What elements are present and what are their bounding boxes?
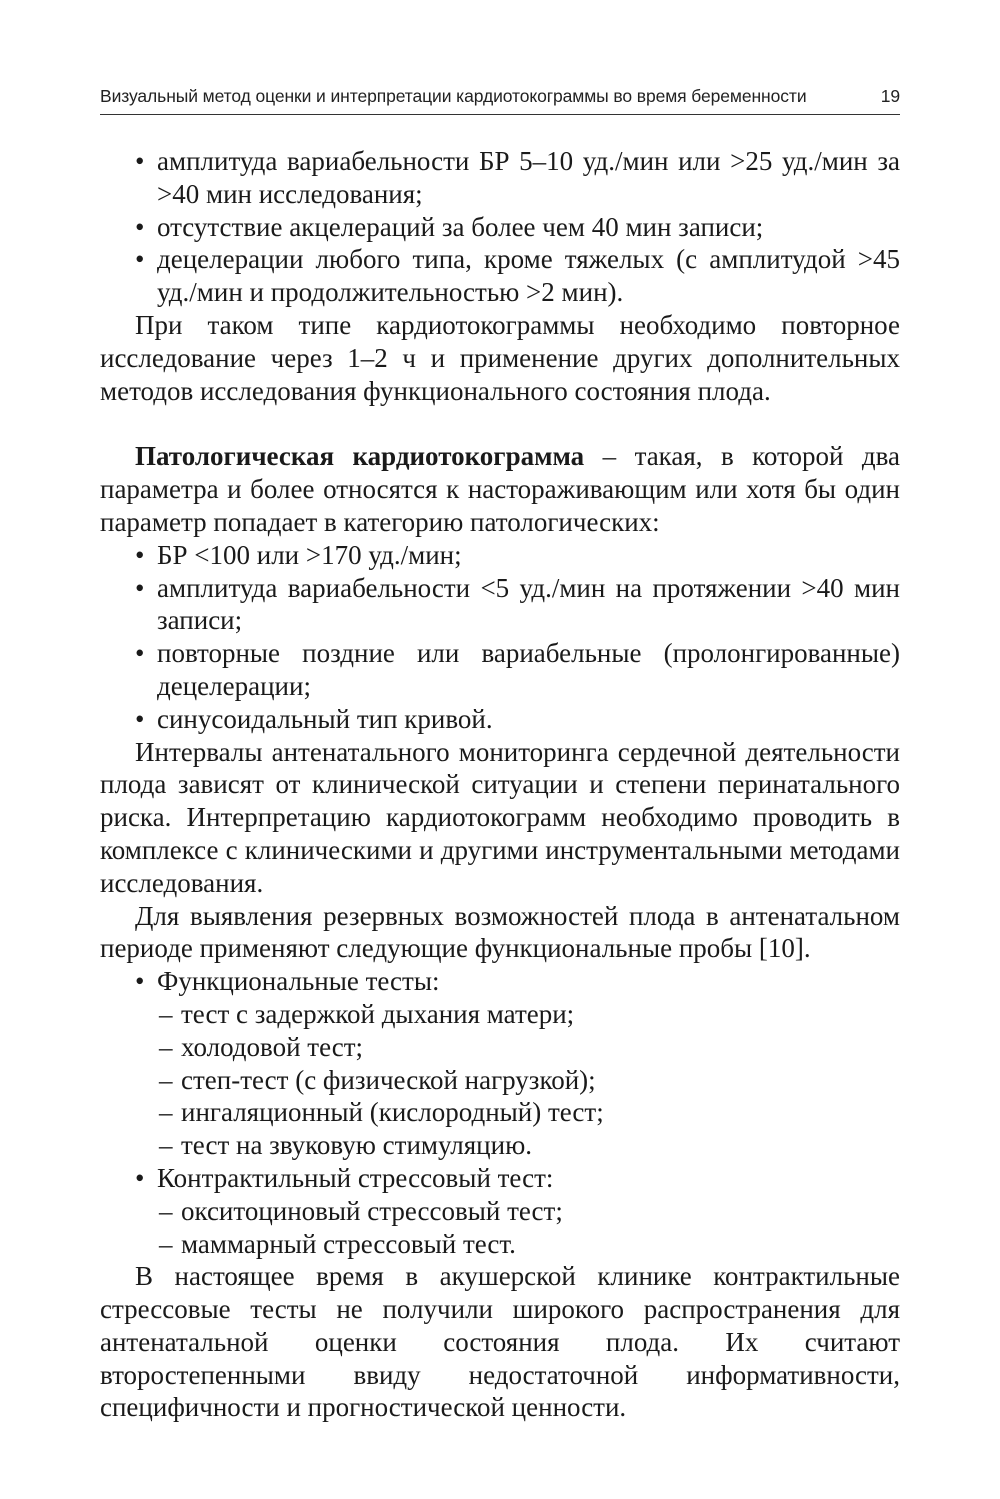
tests-list-contraction	[100, 1162, 900, 1195]
section-gap	[100, 407, 900, 440]
functional-tests-sublist	[100, 998, 900, 1162]
suspicious-criteria-list	[100, 145, 900, 309]
list-item: • БР <100 или >170 уд./мин;	[100, 539, 900, 572]
sublist-item: – тест на звуковую стимуляцию.	[100, 1129, 900, 1162]
page-body	[100, 145, 900, 1424]
sublist-item: – окситоциновый стрессовый тест;	[100, 1195, 900, 1228]
list-item: • синусоидальный тип кривой.	[100, 703, 900, 736]
list-item-functional-tests	[100, 965, 900, 998]
paragraph-conclusion: В настоящее время в акушерской клинике контрактильные стрессовые тесты не получили широкого распространения для антенатальной оценки состояния плода. Их считают второстепенными ввиду недостаточной информативности, специфичности и прогностической ценности.	[100, 1261, 900, 1423]
term-pathological-ctg: Патологическая кардиотокограмма	[135, 441, 585, 472]
sublist-item: – холодовой тест;	[100, 1031, 900, 1064]
tests-list	[100, 965, 900, 998]
list-item: • отсутствие акцелераций за более чем 40 мин записи;	[100, 211, 900, 244]
paragraph-pathological-ctg	[100, 440, 900, 538]
running-title: Визуальный метод оценки и интерпретации кардиотокограммы во время беременности	[100, 86, 807, 106]
list-item: • амплитуда вариабельности <5 уд./мин на протяжении >40 мин записи;	[100, 572, 900, 638]
functional-tests-label: Функциональные тесты:	[157, 966, 440, 997]
sublist-item: – тест с задержкой дыхания матери;	[100, 998, 900, 1031]
paragraph-functional-tests-intro: Для выявления резервных возможностей плода в антенатальном периоде применяют следующие функциональные пробы [10].	[100, 900, 900, 964]
sublist-item: – маммарный стрессовый тест.	[100, 1228, 900, 1261]
sublist-item: – ингаляционный (кислородный) тест;	[100, 1096, 900, 1129]
contraction-test-label: Контрактильный стрессовый тест:	[157, 1162, 554, 1193]
list-item: • повторные поздние или вариабельные (пролонгированные) децелерации;	[100, 637, 900, 703]
page	[100, 86, 900, 1424]
pathological-criteria-list	[100, 539, 900, 736]
paragraph-repeat-study: При таком типе кардиотокограммы необходимо повторное исследование через 1–2 ч и применение других дополнительных методов исследования функционального состояния плода.	[100, 309, 900, 406]
page-number: 19	[880, 86, 900, 106]
definition-pathological-ctg: – такая, в которой два параметра и более относятся к настораживающим или хотя бы один параметр попадает в категорию патологических:	[100, 441, 900, 537]
list-item-contraction-test	[100, 1162, 900, 1195]
sublist-item: – степ-тест (с физической нагрузкой);	[100, 1064, 900, 1097]
paragraph-monitoring-intervals: Интервалы антенатального мониторинга сердечной деятельности плода зависят от клинической ситуации и степени перинатального риска. Интерпретацию кардиотокограмм необходимо проводить в комплексе с клиническими и другими инструментальными методами исследования.	[100, 736, 900, 898]
running-header	[100, 86, 900, 115]
list-item: • децелерации любого типа, кроме тяжелых (с амплитудой >45 уд./мин и продолжительностью >2 мин).	[100, 243, 900, 309]
contraction-tests-sublist	[100, 1195, 900, 1261]
list-item: • амплитуда вариабельности БР 5–10 уд./мин или >25 уд./мин за >40 мин исследования;	[100, 145, 900, 211]
